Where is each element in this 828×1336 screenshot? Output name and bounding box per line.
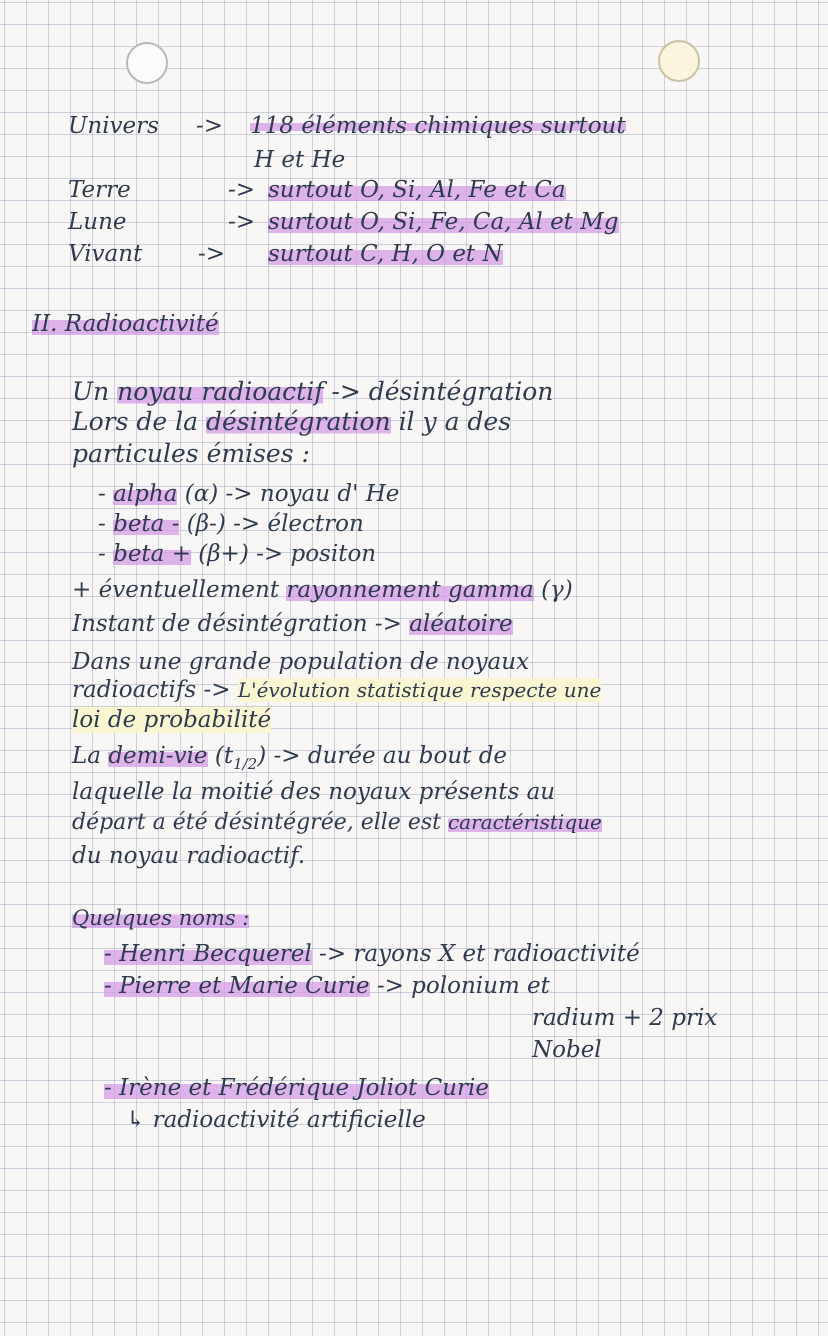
line-particules: particules émises : [72, 439, 310, 468]
line-depart [72, 808, 602, 837]
text: Instant de désintégration -> [72, 611, 402, 637]
section-title-radioactivite [32, 310, 219, 338]
line-beta-plus [98, 540, 376, 568]
line-noyau [72, 378, 553, 406]
person-name: - Pierre et Marie Curie [104, 973, 370, 999]
dash: - [98, 511, 106, 537]
punch-hole-right [658, 40, 700, 82]
arrow: -> [198, 241, 226, 267]
text: radioactifs -> [72, 677, 231, 703]
label-lune: Lune [68, 209, 127, 235]
line-lors [72, 408, 511, 436]
text-highlight: aléatoire [409, 611, 513, 637]
text: Un [72, 377, 110, 406]
arrow: -> [228, 209, 256, 235]
text: -> désintégration [331, 377, 554, 406]
arrow: -> [196, 113, 224, 139]
title-text: II. Radioactivité [32, 311, 219, 337]
result: positon [290, 541, 377, 567]
arrow: -> [228, 177, 256, 203]
label-vivant: Vivant [68, 241, 143, 267]
line-population: Dans une grande population de noyaux [72, 649, 530, 675]
dash: - [98, 541, 106, 567]
line-univers-cont: H et He [254, 147, 346, 173]
text: (t [214, 743, 234, 769]
line-curie [104, 972, 550, 1000]
line-lune [68, 208, 619, 236]
univers-text: 118 éléments chimiques surtout [250, 113, 626, 139]
text: -> rayons X et radioactivité [319, 941, 640, 967]
line-artificielle: ↳ radioactivité artificielle [126, 1107, 426, 1133]
lune-text: surtout O, Si, Fe, Ca, Al et Mg [268, 209, 619, 235]
particle-name: alpha [113, 481, 178, 507]
particle-name: beta + [113, 541, 191, 567]
particle-name: beta - [113, 511, 180, 537]
arrow: -> [225, 481, 253, 507]
symbol: (β+) [198, 541, 249, 567]
text-highlight: désintégration [205, 407, 391, 436]
punch-hole-left [126, 42, 168, 84]
result: noyau d' He [259, 481, 400, 507]
text-highlight-yellow: loi de probabilité [72, 707, 272, 733]
text: Lors de la [72, 407, 199, 436]
terre-text: surtout O, Si, Al, Fe et Ca [268, 177, 566, 203]
title-text: Quelques noms : [72, 906, 250, 930]
text: ) -> durée au bout de [257, 743, 508, 769]
line-univers [68, 112, 626, 140]
line-joliot-curie [104, 1074, 489, 1102]
text: -> polonium et [376, 973, 550, 999]
line-terre [68, 176, 566, 204]
line-becquerel [104, 940, 640, 968]
line-instant [72, 610, 513, 638]
line-beta-minus [98, 510, 364, 538]
label-univers: Univers [68, 113, 159, 139]
line-demi-vie [72, 742, 507, 778]
symbol: (γ) [541, 577, 573, 603]
text: La [72, 743, 101, 769]
subscript: 1/2 [233, 755, 258, 773]
dash: - [98, 481, 106, 507]
line-loi [72, 706, 271, 734]
symbol: (α) [184, 481, 219, 507]
line-alpha [98, 480, 399, 508]
line-vivant [68, 240, 503, 268]
line-laquelle: laquelle la moitié des noyaux présents au [72, 779, 556, 805]
section-title-noms [72, 904, 249, 932]
text-highlight: rayonnement gamma [286, 577, 534, 603]
vivant-text: surtout C, H, O et N [268, 241, 503, 267]
line-radioactifs [72, 676, 601, 704]
person-name: - Irène et Frédérique Joliot Curie [104, 1075, 489, 1101]
text-highlight-yellow: L'évolution statistique respecte une [237, 678, 602, 702]
text: il y a des [398, 407, 512, 436]
text: départ a été désintégrée, elle est [72, 810, 441, 835]
text: + éventuellement [72, 577, 280, 603]
line-du-noyau: du noyau radioactif. [72, 843, 306, 869]
text-highlight: noyau radioactif [117, 377, 324, 406]
line-gamma [72, 576, 573, 604]
person-name: - Henri Becquerel [104, 941, 312, 967]
text-highlight: caractéristique [447, 810, 602, 834]
symbol: (β-) [186, 511, 226, 537]
arrow: -> [256, 541, 284, 567]
arrow: -> [233, 511, 261, 537]
line-curie-cont: radium + 2 prix [532, 1005, 718, 1031]
label-terre: Terre [68, 177, 131, 203]
result: électron [267, 511, 364, 537]
line-curie-cont2: Nobel [532, 1037, 602, 1063]
text-highlight: demi-vie [108, 743, 208, 769]
